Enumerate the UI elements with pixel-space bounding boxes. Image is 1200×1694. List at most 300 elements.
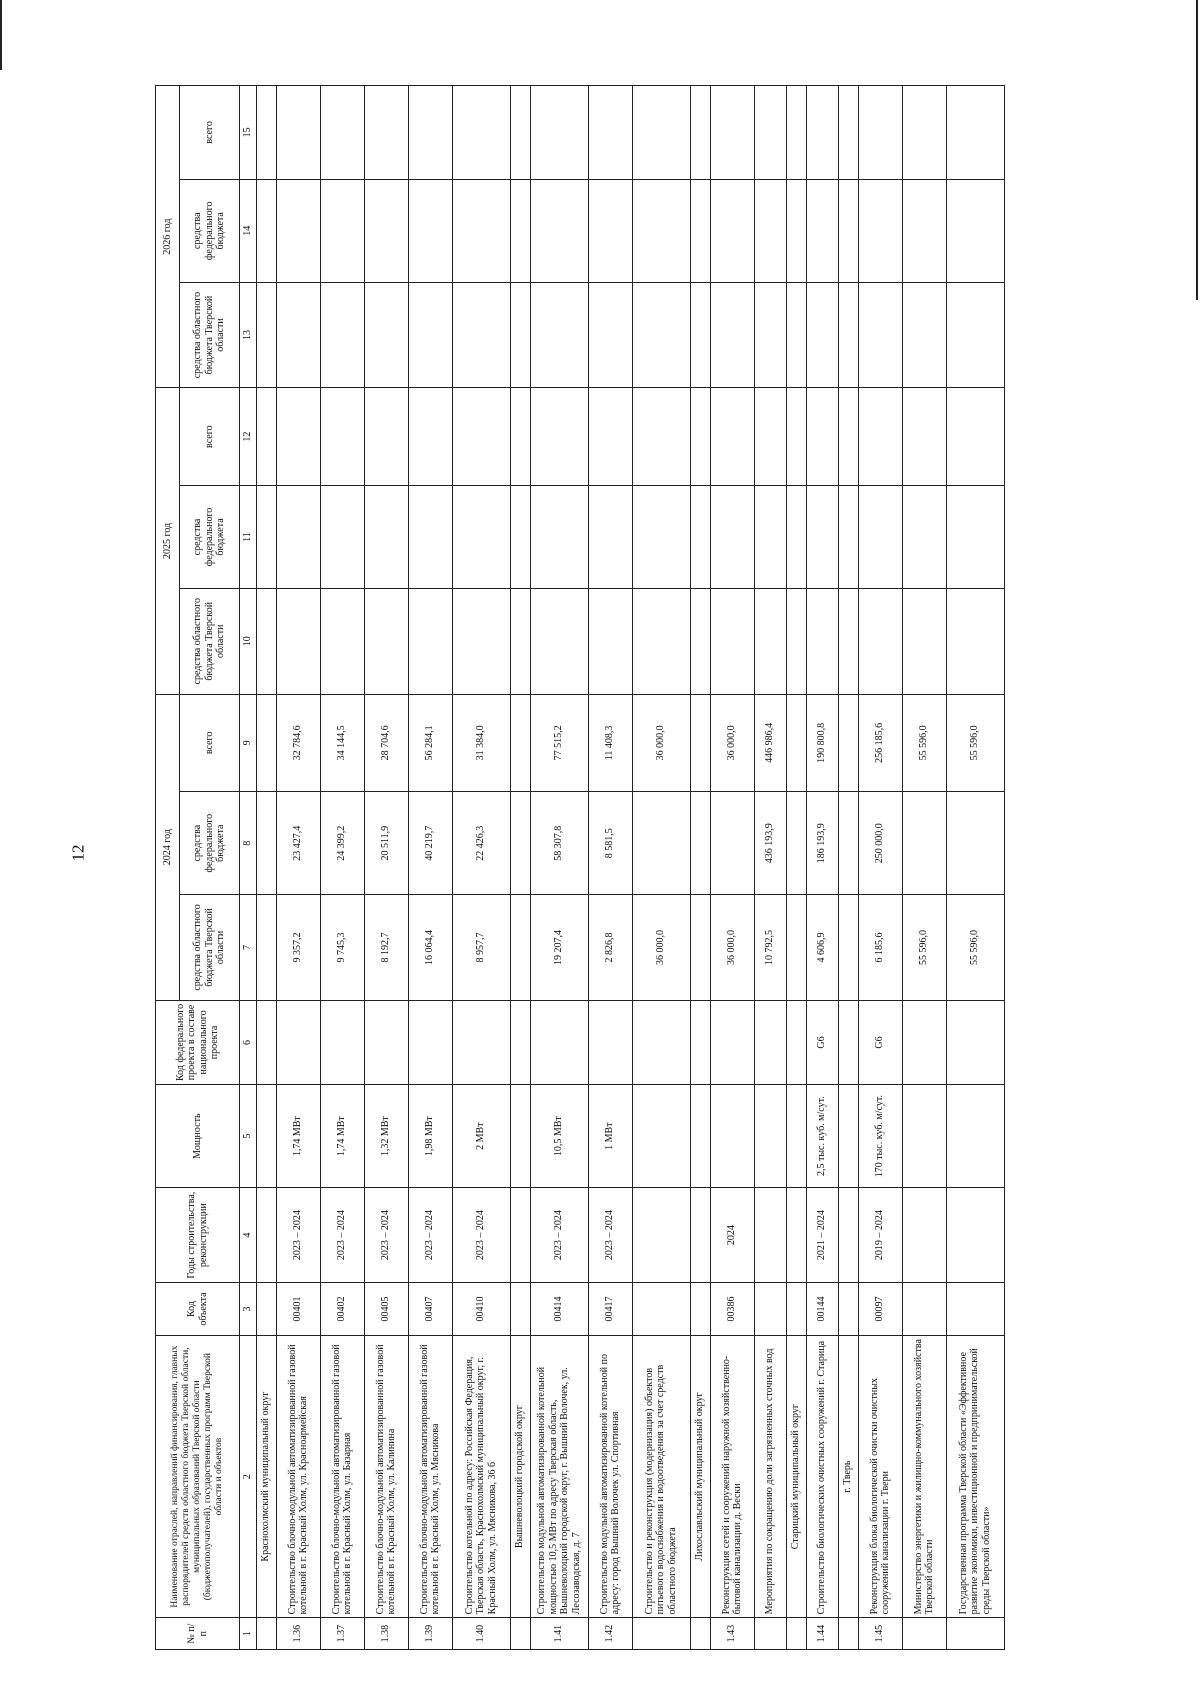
- empty-cell: [946, 588, 1004, 694]
- cell-years: 2023 – 2024: [530, 1188, 588, 1283]
- cell-r24: 6 185,6: [858, 895, 902, 1001]
- cell-fed: [902, 1000, 946, 1084]
- cell-fed: [408, 1000, 452, 1084]
- empty-cell: [690, 1085, 710, 1188]
- empty-cell: [408, 86, 452, 180]
- scan-mark-right: [1196, 0, 1198, 300]
- cell-f24: [902, 792, 946, 895]
- column-number: 15: [240, 86, 257, 180]
- cell-years: [754, 1188, 786, 1283]
- empty-cell: [786, 1188, 806, 1283]
- empty-cell: [838, 1085, 858, 1188]
- empty-cell: [510, 895, 530, 1001]
- cell-power: 1,32 МВт: [364, 1085, 408, 1188]
- column-number: 5: [240, 1085, 257, 1188]
- empty-cell: [946, 282, 1004, 388]
- cell-num: 1.41: [530, 1618, 588, 1650]
- cell-r24: 36 000,0: [710, 895, 754, 1001]
- table-body: [256, 86, 1004, 1650]
- empty-cell: [902, 388, 946, 486]
- empty-cell: [786, 1283, 806, 1336]
- cell-num: [632, 1618, 690, 1650]
- cell-num: 1.39: [408, 1618, 452, 1650]
- empty-cell: [632, 588, 690, 694]
- cell-code: 00401: [276, 1283, 320, 1336]
- empty-cell: [510, 282, 530, 388]
- cell-f24: 23 427,4: [276, 792, 320, 895]
- empty-cell: [530, 388, 588, 486]
- column-number-row: [240, 86, 257, 1650]
- empty-cell: [690, 486, 710, 589]
- empty-cell: [452, 588, 510, 694]
- empty-cell: [408, 486, 452, 589]
- header-regional-2025: средства областного бюджета Тверской области: [180, 588, 240, 694]
- cell-r24: 8 192,7: [364, 895, 408, 1001]
- cell-power: 170 тыс. куб. м/сут.: [858, 1085, 902, 1188]
- empty-cell: [902, 86, 946, 180]
- group-num-cell: [690, 1618, 710, 1650]
- cell-power: 1 МВт: [588, 1085, 632, 1188]
- cell-num: 1.43: [710, 1618, 754, 1650]
- cell-fed: [588, 1000, 632, 1084]
- group-row: [786, 86, 806, 1650]
- empty-cell: [754, 179, 786, 282]
- group-name: Краснохолмский муниципальный округ: [256, 1335, 276, 1617]
- cell-f24: 58 307,8: [530, 792, 588, 895]
- cell-power: [946, 1085, 1004, 1188]
- table-row: [858, 86, 902, 1650]
- cell-r24: 4 606,9: [806, 895, 838, 1001]
- header-fedcode: Код федерального проекта в составе национального проекта: [156, 1000, 240, 1084]
- column-number: 7: [240, 895, 257, 1001]
- cell-f24: 24 399,2: [320, 792, 364, 895]
- group-row: [256, 86, 276, 1650]
- empty-cell: [710, 588, 754, 694]
- cell-fed: [632, 1000, 690, 1084]
- empty-cell: [690, 588, 710, 694]
- empty-cell: [588, 282, 632, 388]
- empty-cell: [946, 388, 1004, 486]
- cell-f24: 8 581,5: [588, 792, 632, 895]
- cell-num: 1.37: [320, 1618, 364, 1650]
- cell-code: [902, 1283, 946, 1336]
- empty-cell: [946, 179, 1004, 282]
- cell-name: Строительство блочно-модульной автоматизированной газовой котельной в г. Красный Холм, ул. Красноармейская: [276, 1335, 320, 1617]
- empty-cell: [276, 588, 320, 694]
- empty-cell: [408, 588, 452, 694]
- cell-f24: 250 000,0: [858, 792, 902, 895]
- header-federal-2026: средства федерального бюджета: [180, 179, 240, 282]
- empty-cell: [710, 388, 754, 486]
- empty-cell: [364, 86, 408, 180]
- column-number: 9: [240, 694, 257, 792]
- cell-t24: 36 000,0: [632, 694, 690, 792]
- header-2026: 2026 год: [156, 86, 180, 388]
- cell-fed: [754, 1000, 786, 1084]
- empty-cell: [588, 388, 632, 486]
- empty-cell: [690, 694, 710, 792]
- cell-code: [754, 1283, 786, 1336]
- column-number: 11: [240, 486, 257, 589]
- empty-cell: [902, 282, 946, 388]
- column-number: 6: [240, 1000, 257, 1084]
- empty-cell: [806, 86, 838, 180]
- empty-cell: [786, 86, 806, 180]
- header-total-2025: всего: [180, 388, 240, 486]
- empty-cell: [806, 388, 838, 486]
- column-number: 1: [240, 1618, 257, 1650]
- cell-years: 2023 – 2024: [364, 1188, 408, 1283]
- empty-cell: [276, 179, 320, 282]
- header-regional-2024: средства областного бюджета Тверской области: [180, 895, 240, 1001]
- empty-cell: [786, 1085, 806, 1188]
- empty-cell: [510, 1283, 530, 1336]
- cell-name: Строительство котельной по адресу: Российская Федерация, Тверская область, Краснохолмский муниципальный округ, г. Красный Холм, ул. Мясникова, 36 б: [452, 1335, 510, 1617]
- empty-cell: [786, 179, 806, 282]
- empty-cell: [452, 86, 510, 180]
- empty-cell: [530, 86, 588, 180]
- empty-cell: [690, 895, 710, 1001]
- cell-t24: 77 515,2: [530, 694, 588, 792]
- empty-cell: [510, 86, 530, 180]
- cell-code: [632, 1283, 690, 1336]
- cell-t24: 55 596,0: [902, 694, 946, 792]
- table-row: [588, 86, 632, 1650]
- cell-t24: 34 144,5: [320, 694, 364, 792]
- cell-f24: 40 219,7: [408, 792, 452, 895]
- empty-cell: [320, 588, 364, 694]
- cell-years: 2021 – 2024: [806, 1188, 838, 1283]
- cell-power: 1,74 МВт: [276, 1085, 320, 1188]
- table-row: [320, 86, 364, 1650]
- empty-cell: [710, 282, 754, 388]
- cell-t24: 256 185,6: [858, 694, 902, 792]
- cell-num: 1.36: [276, 1618, 320, 1650]
- table-row: [902, 86, 946, 1650]
- cell-years: 2024: [710, 1188, 754, 1283]
- cell-num: 1.42: [588, 1618, 632, 1650]
- cell-r24: 9 745,3: [320, 895, 364, 1001]
- empty-cell: [838, 1188, 858, 1283]
- empty-cell: [838, 179, 858, 282]
- cell-num: 1.45: [858, 1618, 902, 1650]
- empty-cell: [256, 1000, 276, 1084]
- empty-cell: [256, 694, 276, 792]
- empty-cell: [510, 792, 530, 895]
- empty-cell: [256, 588, 276, 694]
- cell-name: Строительство блочно-модульной автоматизированной газовой котельной в г. Красный Холм, ул. Мясникова: [408, 1335, 452, 1617]
- cell-t24: 446 986,4: [754, 694, 786, 792]
- cell-t24: 28 704,6: [364, 694, 408, 792]
- cell-name: Реконструкция сетей и сооружений наружной хозяйственно-бытовой канализации д. Вески: [710, 1335, 754, 1617]
- cell-power: 2,5 тыс. куб. м/сут.: [806, 1085, 838, 1188]
- empty-cell: [510, 388, 530, 486]
- column-number: 3: [240, 1283, 257, 1336]
- empty-cell: [530, 179, 588, 282]
- cell-power: [754, 1085, 786, 1188]
- empty-cell: [690, 1000, 710, 1084]
- empty-cell: [786, 588, 806, 694]
- header-num: № п/п: [156, 1618, 240, 1650]
- empty-cell: [256, 1085, 276, 1188]
- empty-cell: [408, 388, 452, 486]
- empty-cell: [690, 179, 710, 282]
- cell-fed: [276, 1000, 320, 1084]
- cell-r24: 36 000,0: [632, 895, 690, 1001]
- cell-years: [902, 1188, 946, 1283]
- document-sheet: [155, 85, 1055, 1650]
- column-number: 10: [240, 588, 257, 694]
- empty-cell: [256, 86, 276, 180]
- empty-cell: [256, 792, 276, 895]
- cell-t24: 190 800,8: [806, 694, 838, 792]
- empty-cell: [806, 486, 838, 589]
- table-row: [452, 86, 510, 1650]
- empty-cell: [838, 895, 858, 1001]
- empty-cell: [256, 388, 276, 486]
- empty-cell: [786, 486, 806, 589]
- cell-r24: 55 596,0: [946, 895, 1004, 1001]
- cell-code: 00097: [858, 1283, 902, 1336]
- cell-name: Строительство модульной автоматизированной котельной по адресу: город Вышний Волочек ул. Спортивная: [588, 1335, 632, 1617]
- cell-name: Государственная программа Тверской области «Эффективное развитие экономики, инвестиционной и предпринимательской среды Тверской области»: [946, 1335, 1004, 1617]
- cell-power: 2 МВт: [452, 1085, 510, 1188]
- empty-cell: [510, 1085, 530, 1188]
- cell-name: Строительство и реконструкция (модернизация) объектов питьевого водоснабжения и водоотведения за счет средств областного бюджета: [632, 1335, 690, 1617]
- cell-code: 00410: [452, 1283, 510, 1336]
- cell-f24: 22 426,3: [452, 792, 510, 895]
- cell-code: 00144: [806, 1283, 838, 1336]
- column-number: 2: [240, 1335, 257, 1617]
- empty-cell: [588, 588, 632, 694]
- cell-code: 00407: [408, 1283, 452, 1336]
- empty-cell: [452, 282, 510, 388]
- empty-cell: [902, 588, 946, 694]
- cell-fed: [946, 1000, 1004, 1084]
- cell-t24: 32 784,6: [276, 694, 320, 792]
- header-total-2026: всего: [180, 86, 240, 180]
- empty-cell: [632, 388, 690, 486]
- empty-cell: [786, 282, 806, 388]
- empty-cell: [510, 694, 530, 792]
- empty-cell: [276, 282, 320, 388]
- empty-cell: [786, 895, 806, 1001]
- table-row: [946, 86, 1004, 1650]
- cell-r24: 2 826,8: [588, 895, 632, 1001]
- empty-cell: [838, 486, 858, 589]
- header-years: Годы строительства, реконструкции: [156, 1188, 240, 1283]
- table-row: [806, 86, 838, 1650]
- empty-cell: [320, 388, 364, 486]
- empty-cell: [256, 486, 276, 589]
- cell-years: 2023 – 2024: [588, 1188, 632, 1283]
- empty-cell: [754, 86, 786, 180]
- cell-r24: 9 357,2: [276, 895, 320, 1001]
- header-2025: 2025 год: [156, 388, 180, 694]
- cell-years: 2019 – 2024: [858, 1188, 902, 1283]
- header-federal-2024: средства федерального бюджета: [180, 792, 240, 895]
- empty-cell: [806, 282, 838, 388]
- cell-num: [946, 1618, 1004, 1650]
- empty-cell: [452, 388, 510, 486]
- empty-cell: [786, 694, 806, 792]
- cell-f24: [710, 792, 754, 895]
- cell-f24: 20 511,9: [364, 792, 408, 895]
- column-number: 14: [240, 179, 257, 282]
- cell-t24: 11 408,3: [588, 694, 632, 792]
- empty-cell: [902, 179, 946, 282]
- empty-cell: [690, 1283, 710, 1336]
- empty-cell: [632, 179, 690, 282]
- rotated-table-frame: [155, 85, 1055, 1650]
- empty-cell: [510, 1188, 530, 1283]
- empty-cell: [530, 282, 588, 388]
- cell-power: [632, 1085, 690, 1188]
- cell-r24: 55 596,0: [902, 895, 946, 1001]
- table-row: [530, 86, 588, 1650]
- empty-cell: [408, 179, 452, 282]
- empty-cell: [946, 486, 1004, 589]
- empty-cell: [276, 486, 320, 589]
- group-num-cell: [256, 1618, 276, 1650]
- cell-t24: 56 284,1: [408, 694, 452, 792]
- cell-fed: [530, 1000, 588, 1084]
- empty-cell: [256, 282, 276, 388]
- empty-cell: [364, 179, 408, 282]
- cell-code: 00414: [530, 1283, 588, 1336]
- empty-cell: [690, 792, 710, 895]
- empty-cell: [364, 282, 408, 388]
- cell-name: Строительство биологических очистных сооружений г. Старица: [806, 1335, 838, 1617]
- group-num-cell: [786, 1618, 806, 1650]
- group-name: г. Тверь: [838, 1335, 858, 1617]
- table-row: [710, 86, 754, 1650]
- empty-cell: [710, 179, 754, 282]
- cell-f24: 186 193,9: [806, 792, 838, 895]
- cell-fed: [710, 1000, 754, 1084]
- cell-f24: 436 193,9: [754, 792, 786, 895]
- empty-cell: [632, 486, 690, 589]
- cell-power: [710, 1085, 754, 1188]
- cell-t24: 31 384,0: [452, 694, 510, 792]
- group-row: [838, 86, 858, 1650]
- column-number: 12: [240, 388, 257, 486]
- table-row: [754, 86, 786, 1650]
- empty-cell: [710, 86, 754, 180]
- cell-power: 10,5 МВт: [530, 1085, 588, 1188]
- column-number: 8: [240, 792, 257, 895]
- cell-years: 2023 – 2024: [452, 1188, 510, 1283]
- empty-cell: [452, 486, 510, 589]
- cell-num: 1.38: [364, 1618, 408, 1650]
- empty-cell: [364, 388, 408, 486]
- table-row: [408, 86, 452, 1650]
- group-row: [690, 86, 710, 1650]
- empty-cell: [320, 179, 364, 282]
- empty-cell: [452, 179, 510, 282]
- empty-cell: [408, 282, 452, 388]
- empty-cell: [806, 588, 838, 694]
- empty-cell: [276, 86, 320, 180]
- empty-cell: [276, 388, 320, 486]
- empty-cell: [754, 388, 786, 486]
- empty-cell: [838, 1283, 858, 1336]
- empty-cell: [632, 282, 690, 388]
- header-regional-2026: средства областного бюджета Тверской области: [180, 282, 240, 388]
- cell-years: 2023 – 2024: [320, 1188, 364, 1283]
- group-num-cell: [510, 1618, 530, 1650]
- cell-r24: 19 207,4: [530, 895, 588, 1001]
- investment-table: [155, 85, 1005, 1650]
- empty-cell: [588, 486, 632, 589]
- empty-cell: [858, 486, 902, 589]
- empty-cell: [588, 179, 632, 282]
- header-code: Код объекта: [156, 1283, 240, 1336]
- cell-code: [946, 1283, 1004, 1336]
- cell-r24: 16 064,4: [408, 895, 452, 1001]
- empty-cell: [364, 588, 408, 694]
- cell-num: 1.44: [806, 1618, 838, 1650]
- table-row: [276, 86, 320, 1650]
- cell-name: Министерство энергетики и жилищно-коммунального хозяйства Тверской области: [902, 1335, 946, 1617]
- empty-cell: [858, 282, 902, 388]
- empty-cell: [256, 895, 276, 1001]
- empty-cell: [858, 588, 902, 694]
- empty-cell: [256, 1283, 276, 1336]
- empty-cell: [838, 588, 858, 694]
- cell-t24: 55 596,0: [946, 694, 1004, 792]
- empty-cell: [632, 86, 690, 180]
- cell-fed: [320, 1000, 364, 1084]
- empty-cell: [364, 486, 408, 589]
- group-name: Лихославльский муниципальный округ: [690, 1335, 710, 1617]
- empty-cell: [754, 588, 786, 694]
- cell-fed: G6: [858, 1000, 902, 1084]
- cell-r24: 8 957,7: [452, 895, 510, 1001]
- empty-cell: [806, 179, 838, 282]
- empty-cell: [858, 179, 902, 282]
- cell-t24: 36 000,0: [710, 694, 754, 792]
- empty-cell: [858, 86, 902, 180]
- cell-power: 1,74 МВт: [320, 1085, 364, 1188]
- empty-cell: [588, 86, 632, 180]
- cell-name: Строительство модульной автоматизированной котельной мощностью 10,5 МВт по адресу Тверская область, Вышневолоцкий городской округ, г. Вышний Волочек, ул. Лесозаводская, д. 7: [530, 1335, 588, 1617]
- cell-code: 00417: [588, 1283, 632, 1336]
- table-row: [632, 86, 690, 1650]
- header-power: Мощность: [156, 1085, 240, 1188]
- cell-code: 00405: [364, 1283, 408, 1336]
- empty-cell: [902, 486, 946, 589]
- empty-cell: [946, 86, 1004, 180]
- cell-years: 2023 – 2024: [408, 1188, 452, 1283]
- cell-years: [946, 1188, 1004, 1283]
- group-name: Старицкий муниципальный округ: [786, 1335, 806, 1617]
- empty-cell: [510, 179, 530, 282]
- header-2024: 2024 год: [156, 694, 180, 1000]
- empty-cell: [256, 1188, 276, 1283]
- empty-cell: [510, 1000, 530, 1084]
- scan-mark-top: [0, 0, 2, 70]
- empty-cell: [754, 282, 786, 388]
- empty-cell: [690, 388, 710, 486]
- empty-cell: [838, 86, 858, 180]
- empty-cell: [320, 86, 364, 180]
- header-federal-2025: средства федерального бюджета: [180, 486, 240, 589]
- empty-cell: [530, 486, 588, 589]
- cell-name: Строительство блочно-модульной автоматизированной газовой котельной в г. Красный Холм, ул. Калинина: [364, 1335, 408, 1617]
- empty-cell: [838, 282, 858, 388]
- empty-cell: [786, 388, 806, 486]
